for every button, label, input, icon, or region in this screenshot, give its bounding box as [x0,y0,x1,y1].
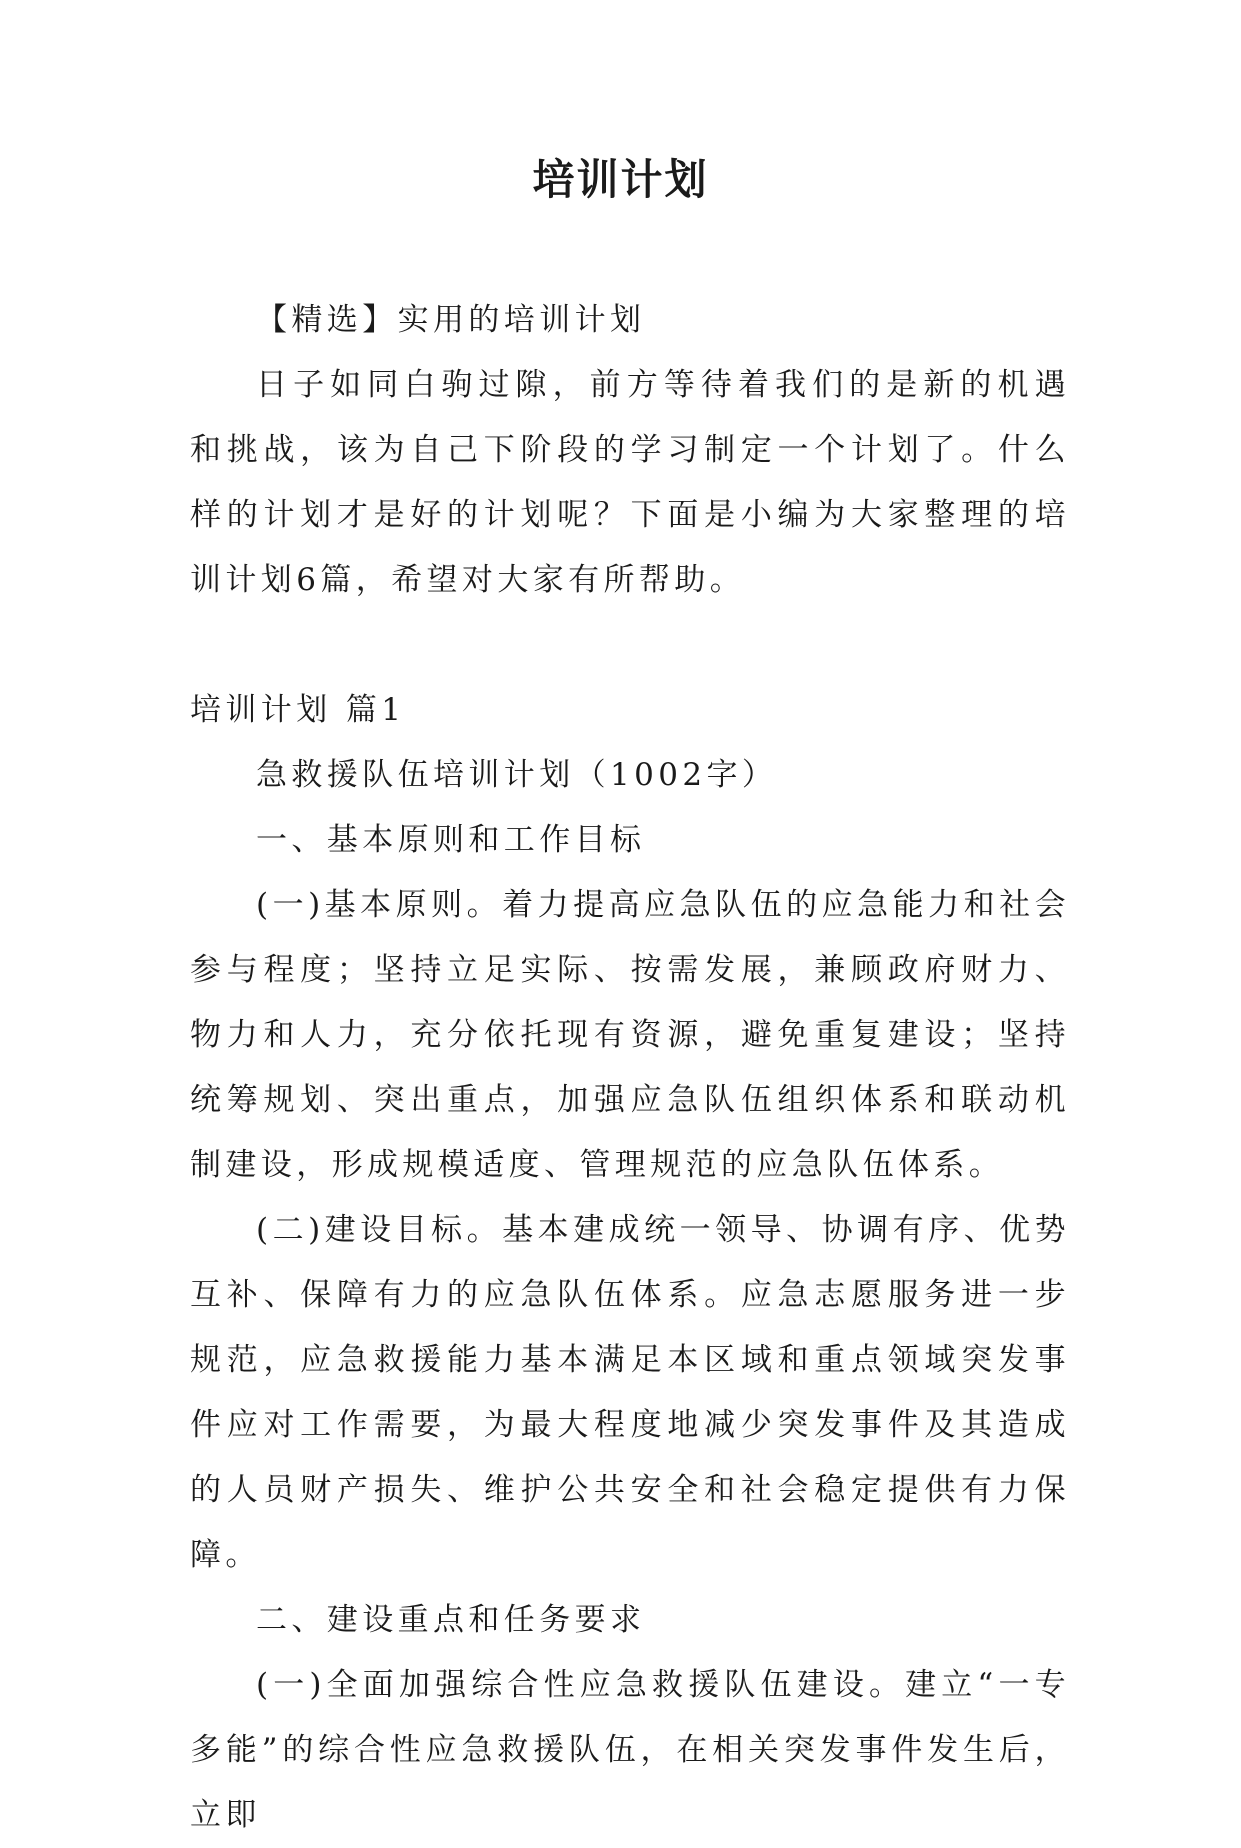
paragraph-construction-goals: (二)建设目标。基本建成统一领导、协调有序、优势互补、保障有力的应急队伍体系。应急志愿服务进一步规范，应急救援能力基本满足本区域和重点领域突发事件应对工作需要，为最大程度地减少突发事件及其造成的人员财产损失、维护公共安全和社会稳定提供有力保障。 [190,1212,1070,1573]
section-heading: 培训计划 篇1 [190,692,406,728]
heading-key-tasks: 二、建设重点和任务要求 [256,1602,646,1638]
paragraph-basic-principles: (一)基本原则。着力提高应急队伍的应急能力和社会参与程度；坚持立足实际、按需发展，兼顾政府财力、物力和人力，充分依托现有资源，避免重复建设；坚持统筹规划、突出重点，加强应急队伍组织体系和联动机制建设，形成规模适度、管理规范的应急队伍体系。 [190,887,1070,1183]
spacer [190,613,1070,678]
paragraph-comprehensive-team: (一)全面加强综合性应急救援队伍建设。建立“一专多能”的综合性应急救援队伍，在相关突发事件发生后，立即 [190,1667,1070,1833]
intro-paragraph: 日子如同白驹过隙，前方等待着我们的是新的机遇和挑战，该为自己下阶段的学习制定一个计划了。什么样的计划才是好的计划呢？下面是小编为大家整理的培训计划6篇，希望对大家有所帮助。 [190,367,1070,598]
heading-basic-principles: 一、基本原则和工作目标 [256,822,646,858]
document-title: 培训计划 [532,155,709,204]
document-body [190,288,1070,1848]
article-title: 急救援队伍培训计划（1002字） [256,757,778,793]
intro-heading: 【精选】实用的培训计划 [256,302,646,338]
